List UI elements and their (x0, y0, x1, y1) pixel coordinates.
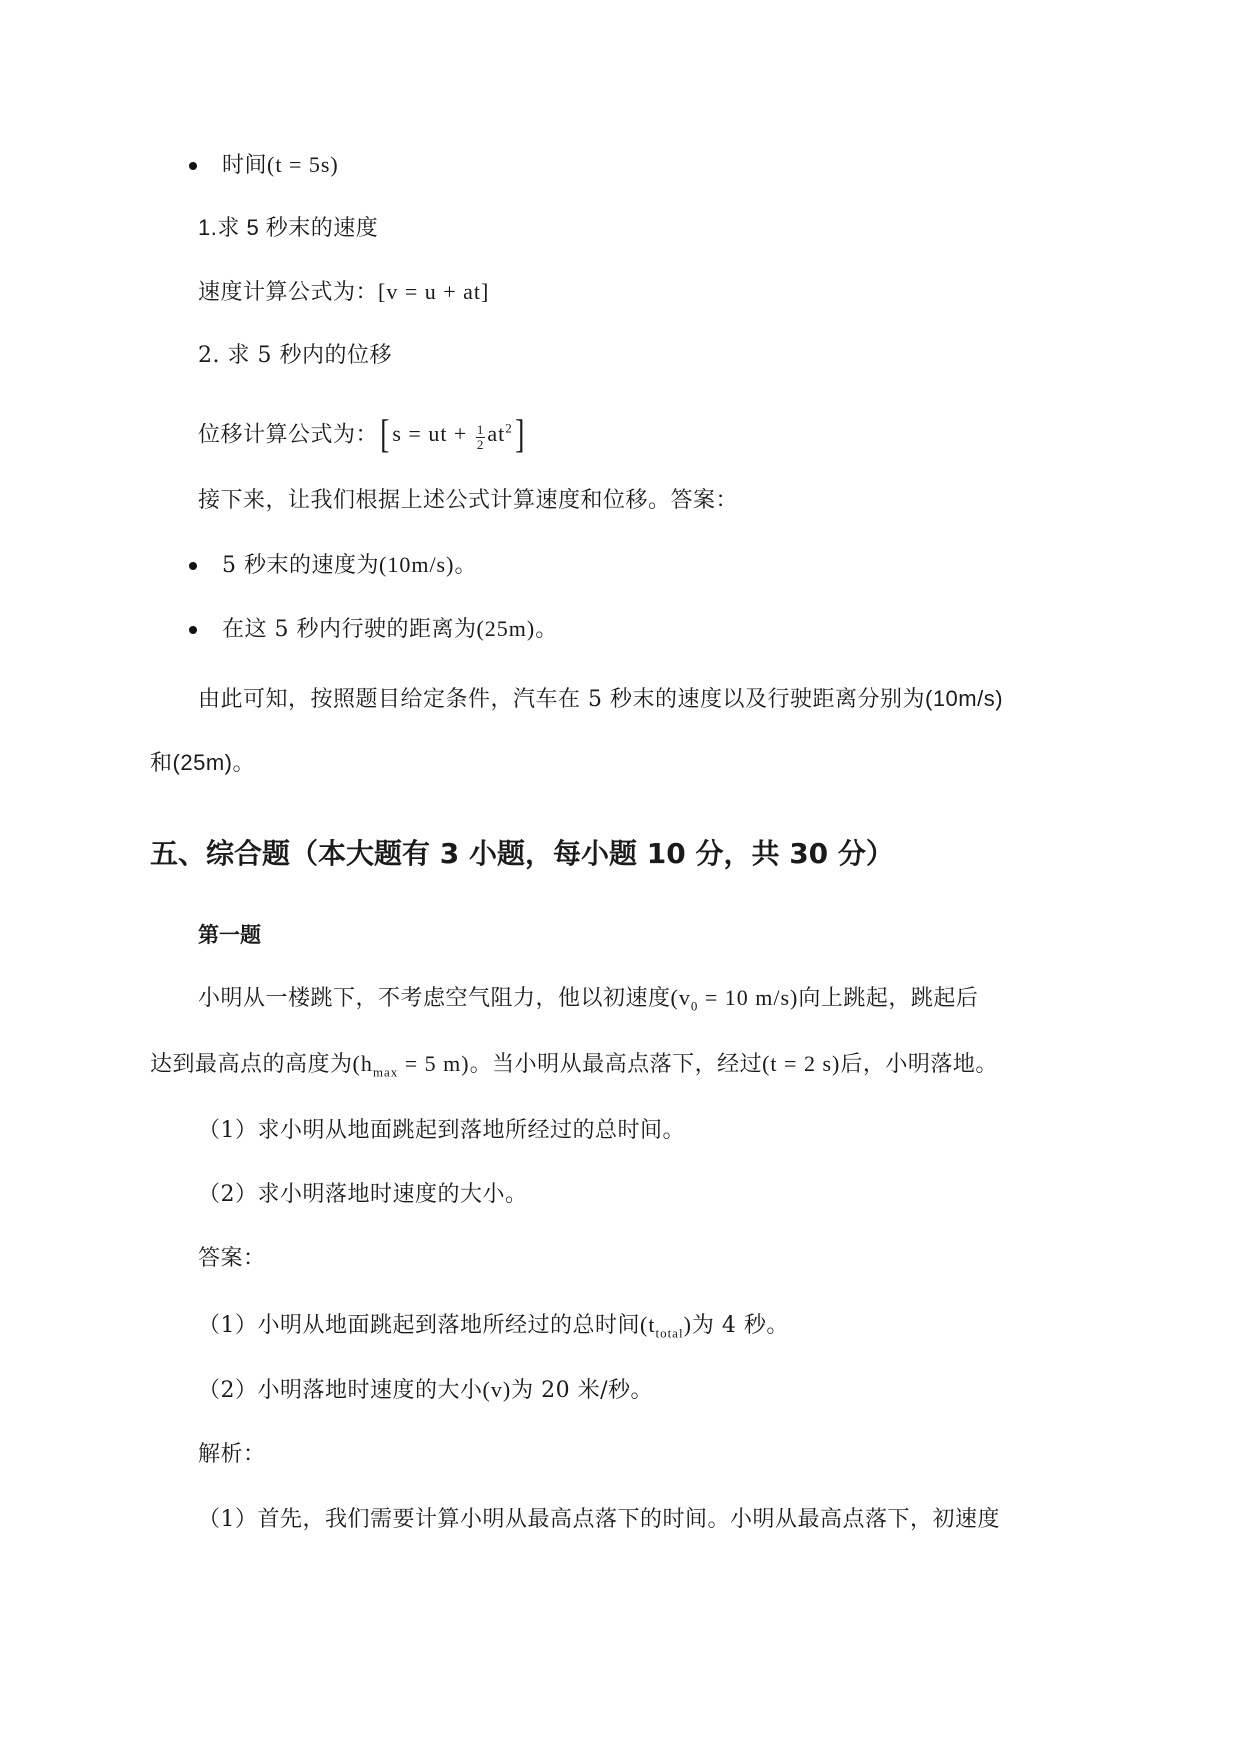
section-heading: 五、综合题（本大题有 3 小题，每小题 10 分，共 30 分） (150, 837, 894, 870)
displacement-formula-label: 位移计算公式为： (198, 422, 379, 448)
exponent: 2 (505, 421, 513, 436)
h-subscript: max (372, 1064, 399, 1080)
answer-1-text: （1）小明从地面跳起到落地所经过的总时间 (198, 1313, 640, 1338)
answer-label: 答案： (198, 1246, 266, 1271)
question-2-title: 2. 求 5 秒内的位移 (198, 343, 392, 368)
problem-line-1 (198, 983, 978, 1021)
bullet-distance-text: 在这 5 秒内行驶的距离为 (222, 617, 477, 642)
bullet-speed-end: 。 (454, 553, 477, 578)
conclusion-line-1 (198, 684, 1003, 715)
question-item-1: （1）求小明从地面跳起到落地所经过的总时间。 (198, 1118, 685, 1143)
answer-1-value: 为 4 秒。 (691, 1313, 789, 1338)
h-symbol: (h (352, 1051, 373, 1076)
t-symbol: (t (640, 1312, 656, 1337)
left-bracket: [ (380, 411, 391, 457)
formula-part-2: at (487, 421, 506, 447)
right-bracket: ] (514, 411, 525, 457)
bullet-speed-text: 5 秒末的速度为 (222, 553, 379, 578)
bullet-distance (222, 614, 558, 645)
fraction-one-half (476, 423, 486, 452)
analysis-label: 解析： (198, 1442, 266, 1467)
answer-2 (198, 1375, 653, 1406)
t-subscript: total (655, 1325, 684, 1341)
conclusion-text: 由此可知，按照题目给定条件，汽车在 5 秒末的速度以及行驶距离分别为 (198, 687, 925, 712)
conclusion-distance-value: (25m) (172, 750, 233, 775)
speed-formula: [v = u + at] (378, 279, 490, 304)
displacement-formula-line (198, 411, 527, 457)
transition-text: 接下来，让我们根据上述公式计算速度和位移。答案： (198, 488, 739, 513)
speed-formula-label: 速度计算公式为： (198, 280, 379, 305)
question-1-title: 1.求 5 秒末的速度 (198, 215, 379, 240)
bullet-time (222, 150, 339, 181)
answer-1 (198, 1310, 789, 1348)
displacement-formula (378, 411, 527, 457)
v-value: = 10 m/s) (698, 985, 799, 1010)
speed-value: (10m/s) (379, 552, 455, 577)
velocity-symbol: (v) (482, 1377, 512, 1402)
distance-value: (25m) (476, 616, 536, 641)
bullet-speed (222, 550, 477, 581)
conclusion-and: 和 (150, 751, 173, 776)
answer-2-value: 为 20 米/秒。 (511, 1378, 654, 1403)
initial-velocity-symbol (670, 985, 799, 1014)
conclusion-line-2 (150, 748, 255, 779)
problem-line-2 (150, 1049, 998, 1087)
problem-text-1b: 向上跳起，跳起后 (798, 986, 979, 1011)
speed-formula-line (198, 277, 489, 308)
bullet-distance-end: 。 (535, 617, 558, 642)
v-subscript: 0 (690, 998, 699, 1014)
question-item-2: （2）求小明落地时速度的大小。 (198, 1182, 528, 1207)
answer-2-text: （2）小明落地时速度的大小 (198, 1378, 483, 1403)
conclusion-speed-value: (10m/s) (925, 686, 1004, 711)
problem-text-2a: 达到最高点的高度为 (150, 1052, 353, 1077)
analysis-line-1: （1）首先，我们需要计算小明从最高点落下的时间。小明从最高点落下，初速度 (198, 1507, 1000, 1532)
time-value: (t = 2 s) (762, 1051, 841, 1076)
fraction-numerator: 1 (476, 422, 485, 438)
total-time-symbol (640, 1312, 692, 1341)
t-close: ) (683, 1312, 692, 1337)
max-height-symbol (352, 1051, 470, 1080)
problem-text-2c: 后，小明落地。 (840, 1052, 998, 1077)
bullet-marker (189, 162, 197, 170)
bullet-marker (189, 562, 197, 570)
bullet-marker (189, 626, 197, 634)
problem-text-1a: 小明从一楼跳下，不考虑空气阻力，他以初速度 (198, 986, 671, 1011)
time-formula: (t = 5s) (267, 152, 339, 177)
problem-title: 第一题 (198, 923, 261, 947)
problem-text-2b: 。当小明从最高点落下，经过 (469, 1052, 763, 1077)
h-value: = 5 m) (398, 1051, 470, 1076)
conclusion-end: 。 (232, 751, 255, 776)
fraction-denominator: 2 (476, 437, 485, 453)
bullet-time-label: 时间 (222, 153, 268, 178)
formula-part-1: s = ut + (392, 421, 468, 447)
v-symbol: (v (670, 985, 691, 1010)
